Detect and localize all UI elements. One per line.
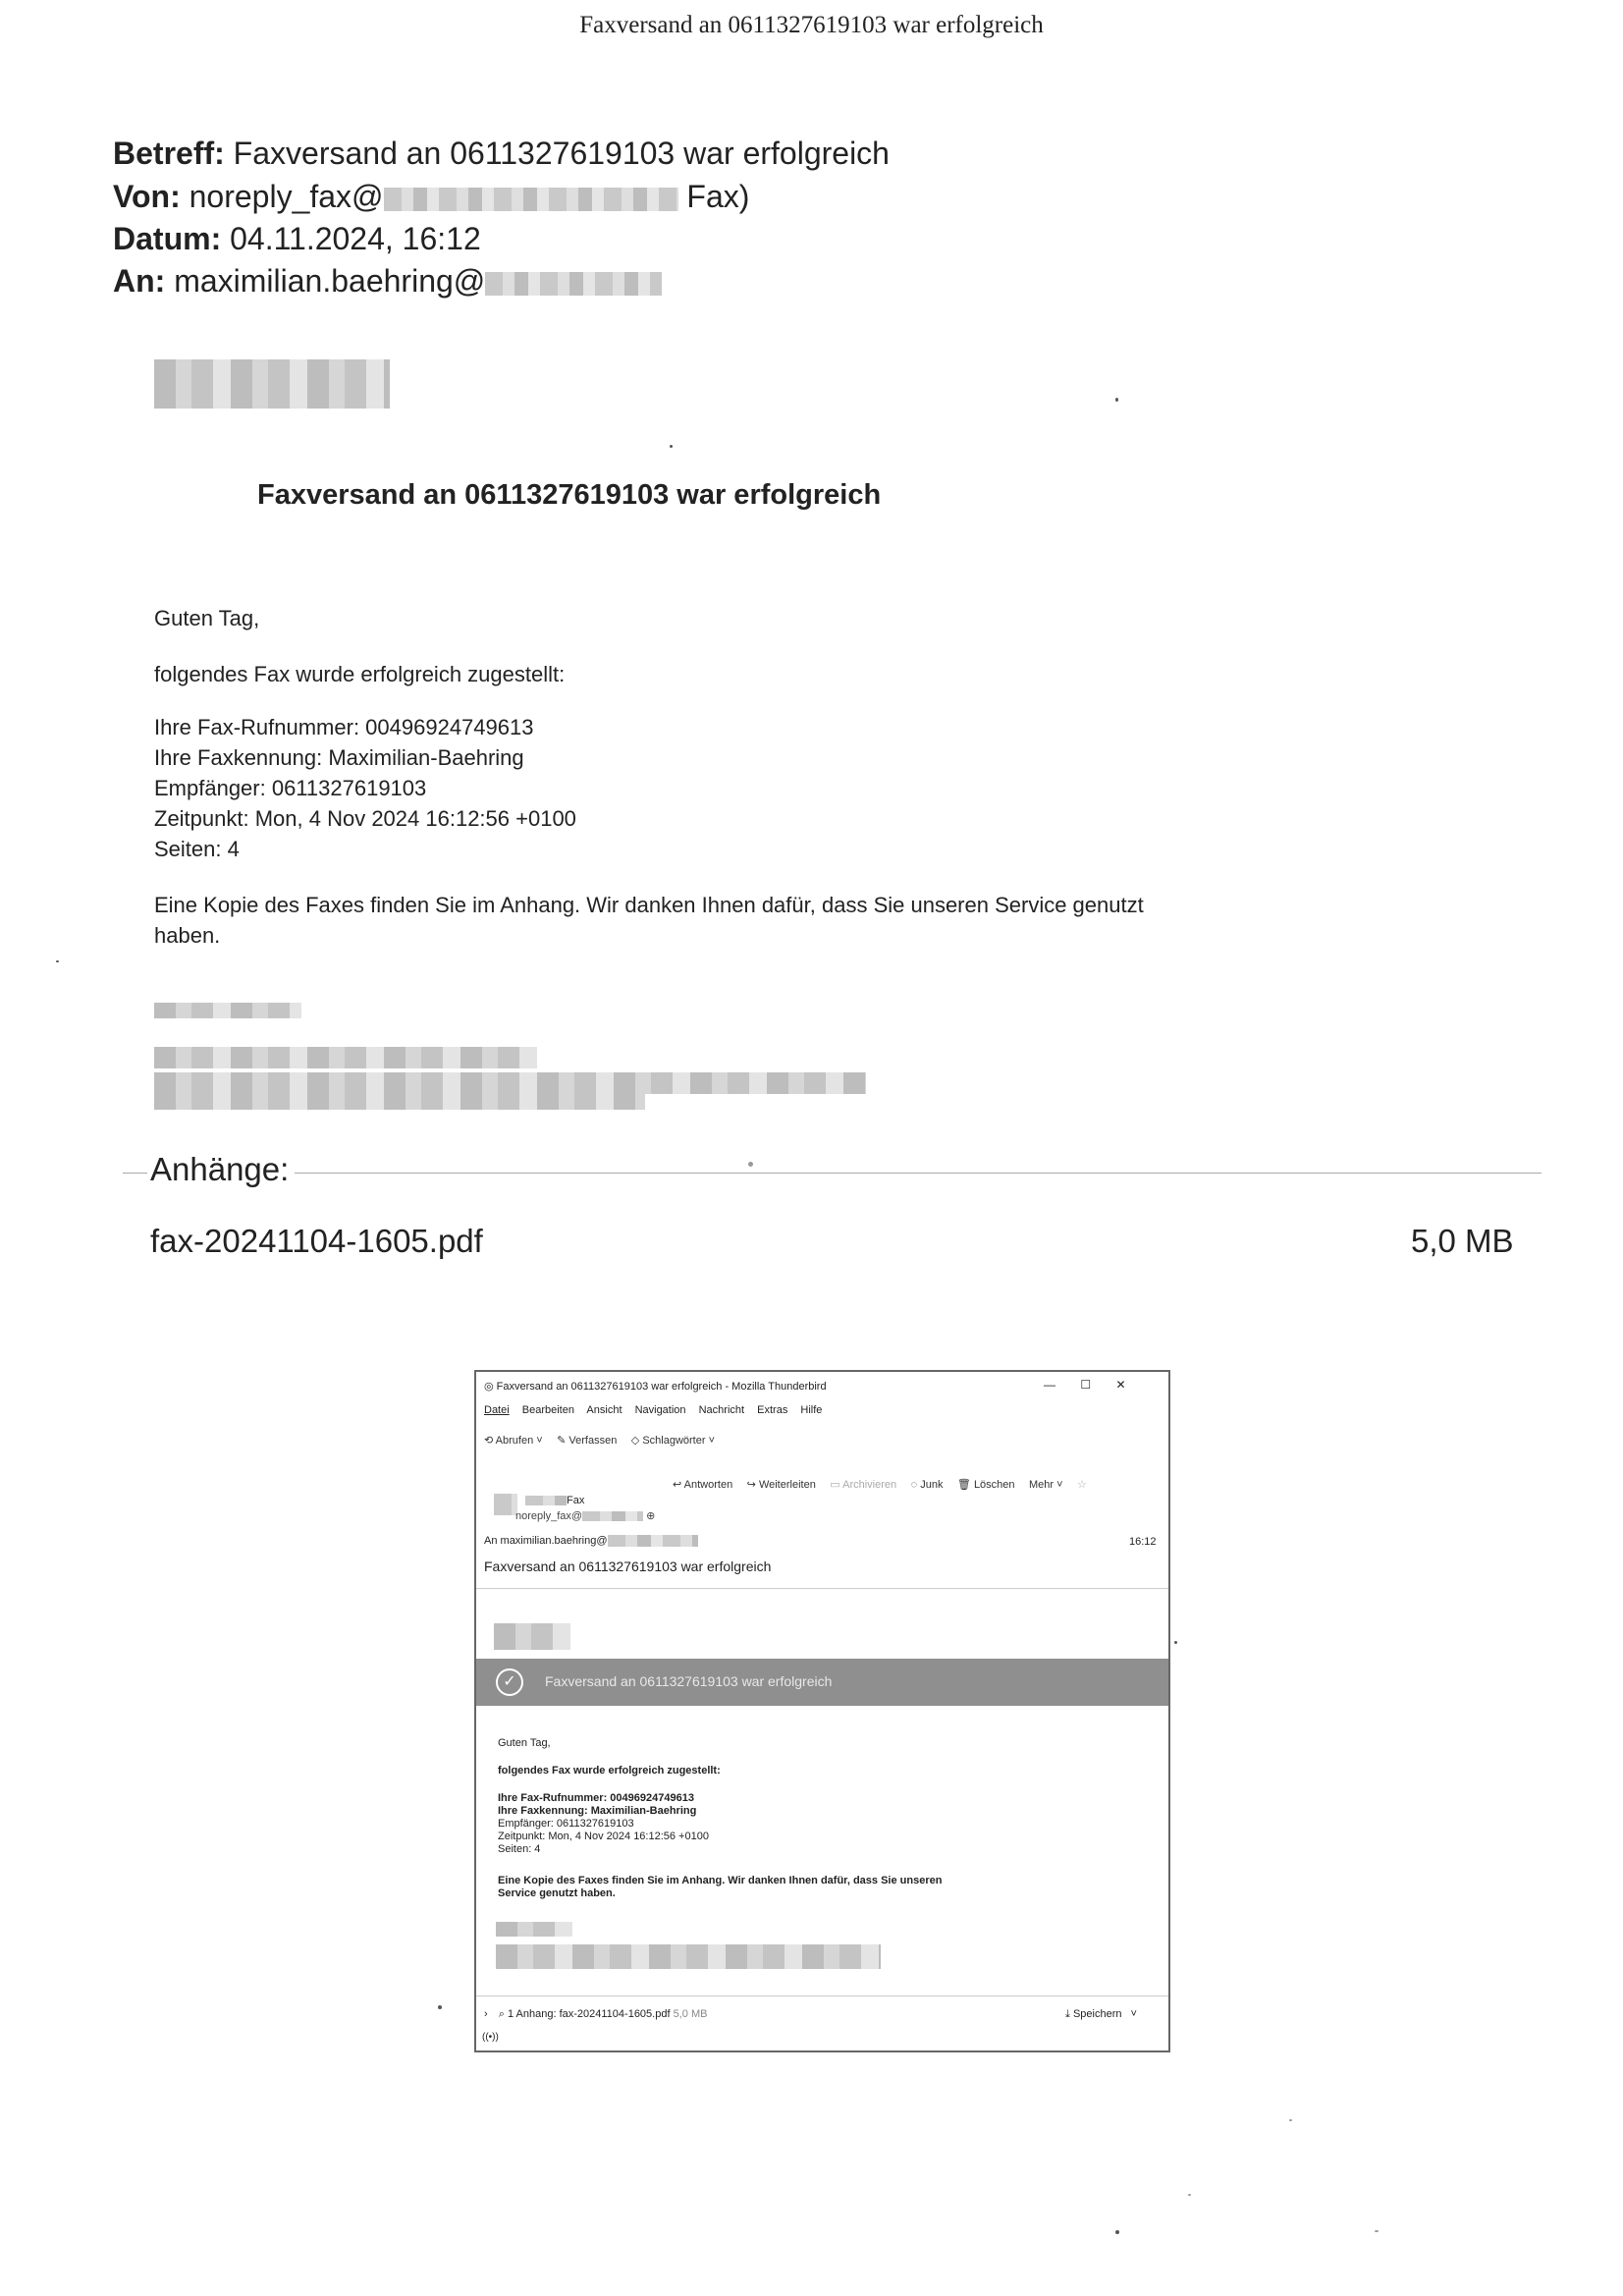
tb-body-details	[498, 1792, 709, 1856]
download-icon: ⤓	[1065, 2008, 1070, 2020]
tb-detail-timestamp: Zeitpunkt: Mon, 4 Nov 2024 16:12:56 +0100	[498, 1831, 709, 1842]
subject-value: Faxversand an 0611327619103 war erfolgreich	[233, 136, 890, 171]
from-value-end: Fax)	[686, 179, 750, 214]
scan-speck	[670, 445, 673, 448]
tb-detail-fax-id: Ihre Faxkennung: Maximilian-Baehring	[498, 1805, 697, 1817]
star-icon[interactable]: ☆	[1076, 1479, 1087, 1491]
redacted-signature-name	[154, 1003, 301, 1018]
intro-text: folgendes Fax wurde erfolgreich zugestellt:	[154, 662, 566, 686]
tb-body-intro: folgendes Fax wurde erfolgreich zugestellt:	[498, 1765, 721, 1777]
redacted-signature-line-1	[154, 1047, 537, 1068]
menu-extras[interactable]: Extras	[757, 1404, 788, 1416]
archive-label: Archivieren	[842, 1479, 897, 1491]
tb-save-label: Speichern	[1072, 2008, 1122, 2020]
forward-label: Weiterleiten	[758, 1479, 816, 1491]
forward-button[interactable]: ↪ Weiterleiten	[746, 1479, 816, 1491]
tb-sender-address-row	[515, 1509, 655, 1522]
redacted-sender-domain	[582, 1511, 643, 1521]
close-icon[interactable]: ✕	[1115, 1378, 1126, 1392]
tb-toolbar	[484, 1431, 725, 1449]
scan-speck	[1115, 398, 1118, 402]
tb-attachment-size: 5,0 MB	[673, 2008, 708, 2020]
redacted-sender-name	[525, 1496, 567, 1505]
more-label: Mehr	[1028, 1479, 1055, 1491]
tb-to-value: maximilian.baehring@	[500, 1535, 608, 1547]
sender-avatar	[494, 1494, 517, 1515]
tb-message-actions	[673, 1475, 1097, 1493]
attachments-label: Anhänge:	[150, 1151, 290, 1187]
tb-to-row	[484, 1535, 698, 1547]
tb-subject: Faxversand an 0611327619103 war erfolgreich	[484, 1558, 772, 1574]
tb-body-greeting: Guten Tag,	[498, 1737, 551, 1749]
tb-to-label: An	[484, 1535, 498, 1547]
junk-label: Junk	[920, 1479, 944, 1491]
tb-closing-line-1: Eine Kopie des Faxes finden Sie im Anhang. Wir danken Ihnen dafür, dass Sie unseren	[498, 1875, 943, 1886]
maximize-icon[interactable]: ☐	[1080, 1378, 1092, 1392]
scan-speck	[1174, 1641, 1177, 1644]
menu-bearbeiten[interactable]: Bearbeiten	[521, 1404, 574, 1416]
greeting: Guten Tag,	[154, 606, 260, 630]
paperclip-icon: ⌕	[498, 2008, 505, 2020]
date-label: Datum:	[113, 221, 222, 256]
detail-fax-number: Ihre Fax-Rufnummer: 00496924749613	[154, 715, 534, 739]
tb-window-controls	[1044, 1378, 1126, 1392]
tb-sender	[494, 1494, 517, 1515]
tags-button[interactable]: ◇ Schlagwörter ˅	[630, 1435, 715, 1447]
tb-sender-name: Fax	[567, 1495, 585, 1506]
scan-speck	[1115, 2230, 1119, 2234]
closing-line-1: Eine Kopie des Faxes finden Sie im Anhang. Wir danken Ihnen dafür, dass Sie unseren Service genutzt	[154, 893, 1144, 917]
more-button[interactable]: Mehr ˅	[1028, 1479, 1063, 1491]
tb-attachment-line: 1 Anhang: fax-20241104-1605.pdf	[507, 2008, 671, 2020]
menu-ansicht[interactable]: Ansicht	[586, 1404, 622, 1416]
tb-save-button[interactable]	[1065, 2008, 1137, 2021]
detail-recipient: Empfänger: 0611327619103	[154, 776, 427, 800]
menu-navigation[interactable]: Navigation	[634, 1404, 686, 1416]
thunderbird-icon: ◎	[484, 1381, 494, 1393]
to-label: An:	[113, 263, 166, 299]
detail-fax-id: Ihre Faxkennung: Maximilian-Baehring	[154, 745, 524, 770]
scan-speck	[56, 960, 59, 962]
fax-details	[154, 712, 576, 864]
tb-detail-recipient: Empfänger: 0611327619103	[498, 1818, 634, 1830]
get-mail-label: Abrufen	[495, 1435, 534, 1447]
date-line	[113, 217, 481, 260]
redacted-logo	[154, 359, 390, 409]
thunderbird-screenshot	[474, 1370, 1170, 2052]
mail-title: Faxversand an 0611327619103 war erfolgreich	[257, 479, 882, 511]
to-value: maximilian.baehring@	[174, 263, 486, 299]
contact-icon[interactable]: ⊕	[646, 1510, 656, 1522]
closing-text	[154, 890, 1144, 951]
junk-button[interactable]: ◌ Junk	[910, 1479, 944, 1491]
tb-attachment-divider	[476, 1995, 1168, 1996]
delete-button[interactable]: 🗑 Löschen	[956, 1479, 1015, 1491]
attachment-divider	[295, 1173, 1542, 1174]
tb-sender-address: noreply_fax@	[515, 1510, 583, 1522]
from-label: Von:	[113, 179, 181, 214]
redacted-sender	[384, 188, 678, 211]
attachment-file-size: 5,0 MB	[1411, 1223, 1514, 1259]
redacted-signature-line-3	[154, 1094, 645, 1110]
reply-label: Antworten	[683, 1479, 733, 1491]
get-mail-button[interactable]: ⟲ Abrufen ˅	[484, 1435, 543, 1447]
scan-speck	[1289, 2119, 1292, 2121]
minimize-icon[interactable]: —	[1044, 1378, 1055, 1392]
tb-banner-text: Faxversand an 0611327619103 war erfolgreich	[545, 1673, 833, 1689]
tb-body-closing	[498, 1875, 942, 1900]
expand-chevron-icon[interactable]: ›	[484, 2008, 488, 2020]
detail-pages: Seiten: 4	[154, 837, 240, 861]
scan-speck	[1375, 2230, 1379, 2232]
tb-window-title: Faxversand an 0611327619103 war erfolgreich - Mozilla Thunderbird	[496, 1381, 827, 1393]
check-circle-icon: ✓	[496, 1668, 523, 1696]
tb-banner	[476, 1659, 1168, 1706]
attachment-divider-left	[123, 1173, 147, 1174]
scan-speck	[438, 2005, 442, 2009]
chevron-down-icon[interactable]: ˅	[1130, 2008, 1137, 2020]
tags-label: Schlagwörter	[642, 1435, 706, 1447]
tb-title-bar	[484, 1380, 827, 1393]
subject-line	[113, 132, 890, 175]
tb-sender-name-row	[525, 1495, 584, 1506]
from-line	[113, 175, 749, 218]
tb-redacted-logo	[494, 1623, 570, 1650]
detail-timestamp: Zeitpunkt: Mon, 4 Nov 2024 16:12:56 +0100	[154, 806, 576, 831]
tb-menu-bar	[484, 1404, 822, 1416]
delete-label: Löschen	[973, 1479, 1015, 1491]
print-title: Faxversand an 0611327619103 war erfolgreich	[579, 12, 1044, 38]
tb-redacted-signature-1	[496, 1922, 572, 1937]
tb-redacted-signature-2	[496, 1944, 881, 1969]
wifi-icon: ((•))	[482, 2032, 499, 2043]
attachment-file-name[interactable]: fax-20241104-1605.pdf	[150, 1223, 483, 1259]
redacted-signature-line-2	[154, 1072, 866, 1094]
redacted-recipient	[485, 272, 662, 296]
tb-detail-fax-number: Ihre Fax-Rufnummer: 00496924749613	[498, 1792, 694, 1804]
compose-label: Verfassen	[568, 1435, 618, 1447]
tb-attachment-bar[interactable]	[484, 2008, 707, 2021]
scan-speck	[748, 1162, 753, 1167]
menu-nachricht[interactable]: Nachricht	[698, 1404, 745, 1416]
redacted-to-domain	[608, 1535, 698, 1547]
subject-label: Betreff:	[113, 136, 225, 171]
menu-hilfe[interactable]: Hilfe	[800, 1404, 823, 1416]
tb-detail-pages: Seiten: 4	[498, 1843, 541, 1855]
menu-datei[interactable]: Datei	[484, 1404, 510, 1416]
compose-button[interactable]: ✎ Verfassen	[557, 1435, 618, 1447]
archive-button[interactable]: ▭ Archivieren	[830, 1479, 897, 1491]
tb-time: 16:12	[1129, 1536, 1157, 1548]
date-value: 04.11.2024, 16:12	[230, 221, 481, 256]
from-value-start: noreply_fax@	[189, 179, 384, 214]
reply-button[interactable]: ↩ Antworten	[673, 1479, 733, 1491]
to-line	[113, 259, 662, 302]
closing-line-2: haben.	[154, 923, 221, 948]
tb-header-divider	[476, 1588, 1168, 1589]
tb-closing-line-2: Service genutzt haben.	[498, 1887, 616, 1899]
scan-speck	[1188, 2194, 1191, 2196]
